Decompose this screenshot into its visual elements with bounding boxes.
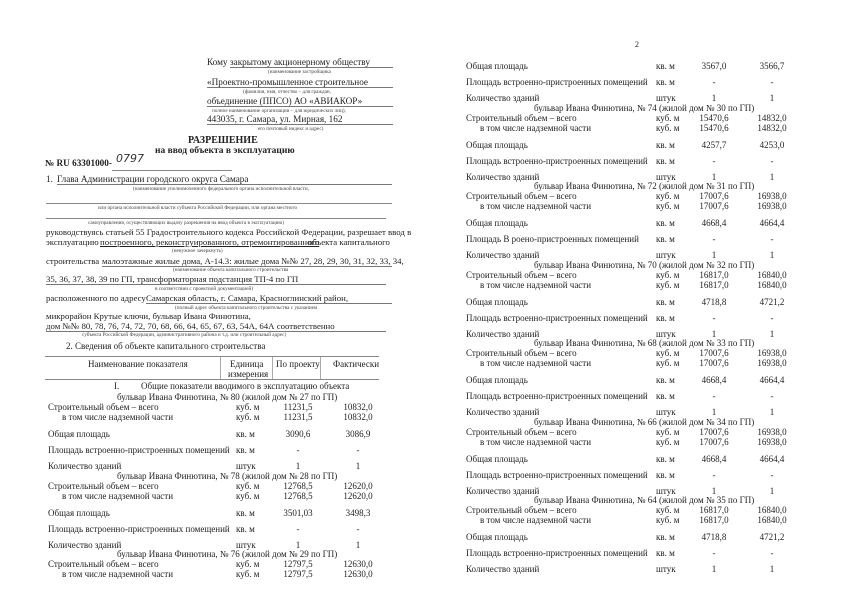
indicator-actual-value: 3498,3 bbox=[345, 507, 371, 518]
indicator-project-value: 1 bbox=[711, 250, 717, 260]
table-row bbox=[425, 486, 850, 496]
table-row bbox=[425, 270, 850, 280]
indicator-project-value: 4257,7 bbox=[701, 139, 727, 150]
building-heading bbox=[425, 181, 850, 191]
indicator-actual-value: 10832,0 bbox=[343, 402, 373, 412]
table-row bbox=[425, 532, 850, 542]
permit-text-3a: строительства bbox=[46, 256, 100, 266]
table-row bbox=[425, 191, 850, 201]
table-row bbox=[425, 348, 850, 358]
group-title: Общие показатели вводимого в эксплуатацию объекта bbox=[141, 381, 350, 391]
table-row bbox=[425, 172, 850, 182]
indicator-unit: куб. м bbox=[236, 480, 260, 491]
table-row bbox=[425, 548, 850, 558]
header-unit-1: Единица bbox=[230, 359, 264, 369]
indicator-project-value: 17007,6 bbox=[699, 426, 729, 437]
indicator-name: в том числе надземной части bbox=[480, 201, 592, 211]
indicator-project-value: 1 bbox=[711, 328, 717, 339]
indicator-name: Строительный объем – всего bbox=[48, 480, 159, 491]
table-row bbox=[425, 61, 850, 71]
indicator-unit: штук bbox=[236, 461, 256, 471]
indicator-actual-value: 16938,0 bbox=[757, 436, 787, 447]
indicator-actual-value: 14832,0 bbox=[757, 122, 787, 133]
building-heading-text: бульвар Ивана Финютина, № 78 (жилой дом № 28 по ГП) bbox=[117, 470, 338, 481]
indicator-unit: куб. м bbox=[656, 279, 680, 290]
section-1-number: 1. bbox=[46, 174, 53, 184]
indicator-unit: куб. м bbox=[236, 559, 260, 569]
indicator-name: Строительный объем – всего bbox=[48, 402, 159, 412]
indicator-actual-value: 1 bbox=[355, 539, 361, 550]
indicator-actual-value: - bbox=[356, 445, 360, 455]
building-heading-text: бульвар Ивана Финютина, № 72 (жилой дом № 31 по ГП) bbox=[534, 181, 755, 191]
indicator-name: в том числе надземной части bbox=[480, 515, 592, 525]
indicator-actual-value: 10832,0 bbox=[343, 412, 373, 422]
table-row bbox=[425, 140, 850, 150]
table-row bbox=[425, 407, 850, 417]
addressee-line-1: закрытому акционерному обществу bbox=[230, 57, 393, 68]
indicator-actual-value: 1 bbox=[769, 328, 775, 339]
indicator-project-value: 17007,6 bbox=[699, 436, 729, 447]
document-title: РАЗРЕШЕНИЕ bbox=[188, 135, 258, 146]
address-caption-2: субъекта Российской Федерации, административного района и т.д. или строительный адрес) bbox=[82, 332, 287, 338]
indicator-name: Количество зданий bbox=[466, 328, 540, 339]
authority-caption-1: (наименование уполномоченного федерального органа исполнительной власти, bbox=[133, 186, 309, 192]
table-row bbox=[425, 470, 850, 480]
indicator-unit: кв. м bbox=[656, 155, 675, 166]
indicator-name: Общая площадь bbox=[48, 507, 110, 518]
indicator-actual-value: - bbox=[770, 234, 774, 244]
building-heading bbox=[0, 471, 425, 481]
authority-caption-2: или органа исполнительной власти субъекта Российской Федерации, или органа местного bbox=[98, 205, 298, 211]
document-page-2 bbox=[425, 0, 850, 605]
indicator-unit: куб. м bbox=[236, 412, 260, 422]
indicator-unit: куб. м bbox=[656, 505, 680, 515]
indicator-actual-value: 1 bbox=[769, 485, 775, 496]
indicator-name: Количество зданий bbox=[466, 93, 540, 103]
indicator-unit: кв. м bbox=[656, 77, 675, 87]
indicator-name: Площадь встроенно-пристроенных помещений bbox=[466, 77, 648, 87]
indicator-name: в том числе надземной части bbox=[480, 279, 592, 290]
table-row bbox=[425, 427, 850, 437]
indicator-project-value: 4668,4 bbox=[701, 453, 727, 464]
indicator-name: Площадь встроенно-пристроенных помещений bbox=[466, 548, 648, 558]
indicator-unit: кв. м bbox=[656, 375, 675, 385]
table-row bbox=[425, 234, 850, 244]
authority-caption-3: самоуправления, осуществляющих выдачу разрешения на ввод объекта в эксплуатацию) bbox=[88, 220, 284, 226]
indicator-project-value: 15470,6 bbox=[699, 112, 729, 123]
table-row bbox=[425, 358, 850, 368]
indicator-project-value: 3567,0 bbox=[701, 61, 727, 71]
indicator-name: Площадь встроенно-пристроенных помещений bbox=[466, 469, 648, 480]
indicator-unit: куб. м bbox=[656, 426, 680, 437]
building-heading-text: бульвар Ивана Финютина, № 74 (жилой дом № 30 по ГП) bbox=[534, 102, 755, 113]
table-top-rule bbox=[45, 356, 379, 357]
table-row bbox=[425, 313, 850, 323]
indicator-name: Площадь В роено-пристроенных помещений bbox=[466, 234, 639, 244]
indicator-project-value: 3501,03 bbox=[283, 507, 313, 518]
indicator-unit: кв. м bbox=[656, 61, 675, 71]
indicator-project-value: 17007,6 bbox=[699, 191, 729, 201]
indicator-project-value: - bbox=[712, 469, 716, 480]
indicator-unit: кв. м bbox=[656, 218, 675, 228]
indicator-unit: кв. м bbox=[656, 453, 675, 464]
indicator-project-value: 16817,0 bbox=[699, 279, 729, 290]
header-divider bbox=[272, 357, 273, 379]
table-row bbox=[425, 113, 850, 123]
table-row bbox=[0, 559, 425, 569]
indicator-name: Площадь встроенно-пристроенных помещений bbox=[466, 312, 648, 323]
indicator-name: Количество зданий bbox=[48, 461, 122, 471]
indicator-unit: куб. м bbox=[236, 569, 260, 579]
indicator-actual-value: - bbox=[356, 523, 360, 534]
table-row bbox=[0, 429, 425, 439]
group-number: I. bbox=[114, 381, 120, 391]
table-row bbox=[425, 515, 850, 525]
building-heading-text: бульвар Ивана Финютина, № 76 (жилой дом № 29 по ГП) bbox=[117, 549, 338, 559]
indicator-name: Площадь встроенно-пристроенных помещений bbox=[48, 523, 230, 534]
indicator-actual-value: 12620,0 bbox=[343, 490, 373, 501]
indicator-name: Общая площадь bbox=[466, 61, 528, 71]
indicator-project-value: 4668,4 bbox=[701, 218, 727, 228]
indicator-name: в том числе надземной части bbox=[480, 358, 592, 368]
building-heading-text: бульвар Ивана Финютина, № 64 (жилой дом № 35 по ГП) bbox=[534, 495, 755, 505]
header-project: По проекту bbox=[276, 359, 320, 369]
document-subtitle: на ввод объекта в эксплуатацию bbox=[155, 146, 295, 156]
table-row bbox=[425, 93, 850, 103]
indicator-actual-value: 16840,0 bbox=[757, 269, 787, 280]
indicator-project-value: 11231,5 bbox=[283, 402, 313, 412]
indicator-project-value: 1 bbox=[295, 539, 301, 550]
indicator-name: Общая площадь bbox=[466, 532, 528, 542]
indicator-name: Количество зданий bbox=[466, 171, 540, 182]
indicator-project-value: 1 bbox=[295, 461, 301, 471]
indicator-project-value: 12768,5 bbox=[283, 490, 313, 501]
indicator-project-value: 11231,5 bbox=[283, 412, 313, 422]
building-heading bbox=[0, 549, 425, 559]
building-heading bbox=[425, 495, 850, 505]
indicator-unit: штук bbox=[656, 328, 676, 339]
address-line-3: дом №№ 80, 78, 76, 74, 72, 70, 68, 66, 64, 65, 67, 63, 54А, 64А соответственно bbox=[46, 321, 386, 332]
permit-text-1: руководствуясь статьей 55 Градостроительного кодекса Российской Федерации, разрешает ввод в bbox=[46, 227, 412, 237]
strike-caption: (ненужное зачеркнуть) bbox=[172, 248, 223, 254]
addressee-line-3: объединение (ППСО) АО «АВИАКОР» bbox=[207, 96, 393, 107]
indicator-actual-value: - bbox=[770, 77, 774, 87]
indicator-name: Строительный объем – всего bbox=[466, 426, 577, 437]
object-name: малоэтажные жилые дома, А-14.3: жилые дома №№ 27, 28, 29, 30, 31, 32, 33, 34, bbox=[102, 256, 404, 266]
indicator-project-value: - bbox=[296, 523, 300, 534]
indicator-project-value: 4718,8 bbox=[701, 296, 727, 307]
table-row bbox=[0, 540, 425, 550]
indicator-unit: кв. м bbox=[656, 139, 675, 150]
table-row bbox=[425, 505, 850, 515]
indicator-actual-value: 4664,4 bbox=[759, 453, 785, 464]
indicator-unit: кв. м bbox=[656, 532, 675, 542]
table-row bbox=[425, 250, 850, 260]
indicator-project-value: 17007,6 bbox=[699, 358, 729, 368]
indicator-unit: куб. м bbox=[656, 269, 680, 280]
indicator-name: Количество зданий bbox=[466, 250, 540, 260]
indicator-unit: штук bbox=[236, 539, 256, 550]
object-caption-2: в соответствии с проектной документацией) bbox=[155, 286, 254, 292]
indicator-actual-value: 3086,9 bbox=[345, 429, 371, 439]
indicator-name: Общая площадь bbox=[466, 139, 528, 150]
table-row bbox=[0, 445, 425, 455]
table-row bbox=[425, 280, 850, 290]
indicator-name: Строительный объем – всего bbox=[466, 505, 577, 515]
indicator-actual-value: 1 bbox=[355, 461, 361, 471]
indicator-unit: кв. м bbox=[236, 445, 255, 455]
indicator-unit: куб. м bbox=[656, 436, 680, 447]
addressee-caption-1: (наименование застройщика bbox=[268, 69, 331, 75]
indicator-actual-value: 4253,0 bbox=[759, 139, 785, 150]
indicator-unit: куб. м bbox=[656, 201, 680, 211]
building-heading bbox=[0, 392, 425, 402]
indicator-actual-value: 1 bbox=[769, 564, 775, 574]
table-row bbox=[0, 412, 425, 422]
indicator-name: Площадь встроенно-пристроенных помещений bbox=[466, 155, 648, 166]
addressee-caption-4: его почтовый индекс и адрес) bbox=[258, 126, 324, 132]
indicator-project-value: 1 bbox=[711, 407, 717, 417]
indicator-actual-value: - bbox=[770, 469, 774, 480]
indicator-project-value: - bbox=[712, 155, 716, 166]
indicator-unit: куб. м bbox=[236, 490, 260, 501]
indicator-unit: кв. м bbox=[656, 548, 675, 558]
indicator-actual-value: 16840,0 bbox=[757, 279, 787, 290]
addressee-line-2: «Проектно-промышленное строительное bbox=[207, 77, 393, 88]
indicator-unit: штук bbox=[656, 485, 676, 496]
header-divider bbox=[220, 357, 221, 379]
indicator-project-value: 1 bbox=[711, 564, 717, 574]
indicator-name: Общая площадь bbox=[466, 453, 528, 464]
indicator-unit: кв. м bbox=[236, 523, 255, 534]
indicator-project-value: 4718,8 bbox=[701, 532, 727, 542]
indicator-unit: куб. м bbox=[656, 358, 680, 368]
indicator-project-value: 1 bbox=[711, 171, 717, 182]
indicator-unit: штук bbox=[656, 93, 676, 103]
table-row bbox=[425, 375, 850, 385]
indicator-actual-value: 16840,0 bbox=[757, 515, 787, 525]
indicator-name: Площадь встроенно-пристроенных помещений bbox=[466, 391, 648, 401]
permit-text-2b: построенного, реконструированного, отремонтированного bbox=[100, 237, 320, 247]
indicator-project-value: - bbox=[712, 77, 716, 87]
indicator-project-value: - bbox=[712, 234, 716, 244]
table-row bbox=[0, 491, 425, 501]
table-row bbox=[0, 524, 425, 534]
indicator-project-value: 4668,4 bbox=[701, 375, 727, 385]
indicator-project-value: - bbox=[712, 312, 716, 323]
indicator-project-value: 12797,5 bbox=[283, 559, 313, 569]
table-row bbox=[425, 156, 850, 166]
indicator-project-value: 17007,6 bbox=[699, 348, 729, 358]
indicator-name: Площадь встроенно-пристроенных помещений bbox=[48, 445, 230, 455]
blank-line-1 bbox=[46, 203, 392, 204]
header-divider bbox=[320, 357, 321, 379]
indicator-actual-value: - bbox=[770, 548, 774, 558]
permit-number-handwritten: 0797 bbox=[116, 152, 144, 165]
table-row bbox=[425, 564, 850, 574]
address-label: расположенного по адресу bbox=[46, 293, 146, 303]
indicator-actual-value: 12630,0 bbox=[343, 559, 373, 569]
table-row bbox=[0, 481, 425, 491]
indicator-actual-value: 3566,7 bbox=[759, 61, 785, 71]
indicator-project-value: - bbox=[712, 548, 716, 558]
building-heading-text: бульвар Ивана Финютина, № 66 (жилой дом № 34 по ГП) bbox=[534, 416, 755, 427]
indicator-actual-value: - bbox=[770, 155, 774, 166]
addressee-line-4: 443035, г. Самара, ул. Мирная, 162 bbox=[207, 114, 393, 125]
indicator-unit: кв. м bbox=[656, 469, 675, 480]
indicator-name: Строительный объем – всего bbox=[466, 269, 577, 280]
indicator-project-value: 1 bbox=[711, 485, 717, 496]
indicator-actual-value: - bbox=[770, 391, 774, 401]
building-heading bbox=[425, 417, 850, 427]
addressee-caption-3: полное наименование организации – для юридических лиц), bbox=[212, 108, 346, 114]
indicator-unit: куб. м bbox=[236, 402, 260, 412]
indicator-project-value: 3090,6 bbox=[285, 429, 311, 439]
address-caption-1: (полный адрес объекта капитального строительства с указанием bbox=[175, 305, 318, 311]
indicator-unit: штук bbox=[656, 407, 676, 417]
indicator-unit: штук bbox=[656, 250, 676, 260]
table-row bbox=[0, 402, 425, 412]
table-row bbox=[0, 461, 425, 471]
indicator-unit: кв. м bbox=[656, 391, 675, 401]
building-heading bbox=[425, 338, 850, 348]
addressee-label: Кому bbox=[207, 57, 228, 67]
indicator-unit: кв. м bbox=[236, 429, 255, 439]
indicator-actual-value: 4721,2 bbox=[759, 296, 785, 307]
indicator-name: в том числе надземной части bbox=[480, 436, 592, 447]
indicator-name: в том числе надземной части bbox=[62, 569, 174, 579]
indicator-actual-value: 4664,4 bbox=[759, 375, 785, 385]
indicator-name: Строительный объем – всего bbox=[48, 559, 159, 569]
table-row bbox=[425, 201, 850, 211]
table-row bbox=[0, 508, 425, 518]
building-heading-text: бульвар Ивана Финютина, № 68 (жилой дом № 33 по ГП) bbox=[534, 338, 755, 348]
authority-name: Глава Администрации городского округа Самара bbox=[57, 174, 392, 185]
table-row bbox=[425, 437, 850, 447]
table-row bbox=[425, 77, 850, 87]
indicator-project-value: 1 bbox=[711, 93, 717, 103]
indicator-unit: куб. м bbox=[656, 112, 680, 123]
indicator-unit: кв. м bbox=[236, 507, 255, 518]
table-row bbox=[425, 329, 850, 339]
indicator-actual-value: - bbox=[770, 312, 774, 323]
header-unit-2: измерения bbox=[228, 369, 269, 379]
table-row bbox=[425, 454, 850, 464]
table-row bbox=[425, 218, 850, 228]
permit-number-label: № RU 63301000- bbox=[45, 158, 112, 168]
building-heading bbox=[425, 260, 850, 270]
table-row bbox=[425, 391, 850, 401]
indicator-name: Строительный объем – всего bbox=[466, 348, 577, 358]
indicator-name: в том числе надземной части bbox=[480, 122, 592, 133]
indicator-unit: куб. м bbox=[656, 515, 680, 525]
indicator-project-value: 16817,0 bbox=[699, 505, 729, 515]
indicator-project-value: 17007,6 bbox=[699, 201, 729, 211]
indicator-actual-value: 4664,4 bbox=[759, 218, 785, 228]
indicator-unit: кв. м bbox=[656, 312, 675, 323]
indicator-unit: куб. м bbox=[656, 348, 680, 358]
indicator-project-value: - bbox=[712, 391, 716, 401]
indicator-actual-value: 1 bbox=[769, 250, 775, 260]
indicator-project-value: 16817,0 bbox=[699, 515, 729, 525]
indicator-project-value: 16817,0 bbox=[699, 269, 729, 280]
indicator-name: Количество зданий bbox=[466, 564, 540, 574]
indicator-name: Общая площадь bbox=[466, 296, 528, 307]
indicator-actual-value: 4721,2 bbox=[759, 532, 785, 542]
indicator-project-value: - bbox=[296, 445, 300, 455]
permit-text-2c: объекта капитального bbox=[308, 237, 390, 247]
indicator-actual-value: 14832,0 bbox=[757, 112, 787, 123]
indicator-project-value: 15470,6 bbox=[699, 122, 729, 133]
permit-number-underline bbox=[112, 170, 232, 171]
header-name: Наименование показателя bbox=[88, 359, 188, 369]
blank-line-2 bbox=[46, 218, 386, 219]
indicator-unit: штук bbox=[656, 564, 676, 574]
table-row bbox=[0, 569, 425, 579]
table-row bbox=[425, 297, 850, 307]
object-name-cont: 35, 36, 37, 38, 39 по ГП, трансформаторная подстанция ТП-4 по ГП bbox=[46, 274, 386, 285]
address-line-1: Самарская область, г. Самара, Красноглинский район, bbox=[146, 293, 392, 304]
indicator-actual-value: 16938,0 bbox=[757, 358, 787, 368]
building-heading-text: бульвар Ивана Финютина, № 80 (жилой дом № 27 по ГП) bbox=[117, 392, 338, 402]
indicator-actual-value: 1 bbox=[769, 93, 775, 103]
indicator-actual-value: 12630,0 bbox=[343, 569, 373, 579]
indicator-actual-value: 16938,0 bbox=[757, 201, 787, 211]
indicator-name: Строительный объем – всего bbox=[466, 112, 577, 123]
indicator-name: Общая площадь bbox=[466, 375, 528, 385]
indicator-name: Количество зданий bbox=[48, 539, 122, 550]
indicator-actual-value: 16938,0 bbox=[757, 426, 787, 437]
indicator-name: Количество зданий bbox=[466, 485, 540, 496]
table-row bbox=[425, 123, 850, 133]
indicator-actual-value: 16938,0 bbox=[757, 348, 787, 358]
indicator-name: Строительный объем – всего bbox=[466, 191, 577, 201]
indicator-actual-value: 1 bbox=[769, 171, 775, 182]
indicator-unit: кв. м bbox=[656, 296, 675, 307]
indicator-actual-value: 1 bbox=[769, 407, 775, 417]
indicator-name: в том числе надземной части bbox=[62, 490, 174, 501]
address-line-2: микрорайон Крутые ключи, бульвар Ивана Финютина, bbox=[46, 311, 251, 321]
indicator-project-value: 12768,5 bbox=[283, 480, 313, 491]
indicator-name: Общая площадь bbox=[48, 429, 110, 439]
indicator-actual-value: 16938,0 bbox=[757, 191, 787, 201]
header-actual: Фактически bbox=[333, 359, 380, 369]
permit-text-2a: эксплуатацию bbox=[46, 237, 99, 247]
addressee-caption-2: (фамилия, имя, отчество – для граждан, bbox=[243, 89, 331, 95]
indicator-unit: кв. м bbox=[656, 234, 675, 244]
building-heading bbox=[425, 103, 850, 113]
indicator-actual-value: 12620,0 bbox=[343, 480, 373, 491]
indicator-unit: штук bbox=[656, 171, 676, 182]
indicator-name: в том числе надземной части bbox=[62, 412, 174, 422]
section-2-title: 2. Сведения об объекте капитального строительства bbox=[66, 341, 266, 351]
table-header-rule bbox=[45, 379, 379, 380]
indicator-unit: куб. м bbox=[656, 122, 680, 133]
object-caption: (наименование объекта капитального строительства bbox=[173, 267, 289, 273]
indicator-actual-value: 16840,0 bbox=[757, 505, 787, 515]
indicator-project-value: 12797,5 bbox=[283, 569, 313, 579]
indicator-unit: куб. м bbox=[656, 191, 680, 201]
page-number: 2 bbox=[635, 40, 639, 49]
building-heading-text: бульвар Ивана Финютина, № 70 (жилой дом № 32 по ГП) bbox=[534, 259, 755, 270]
indicator-name: Количество зданий bbox=[466, 407, 540, 417]
indicator-name: Общая площадь bbox=[466, 218, 528, 228]
